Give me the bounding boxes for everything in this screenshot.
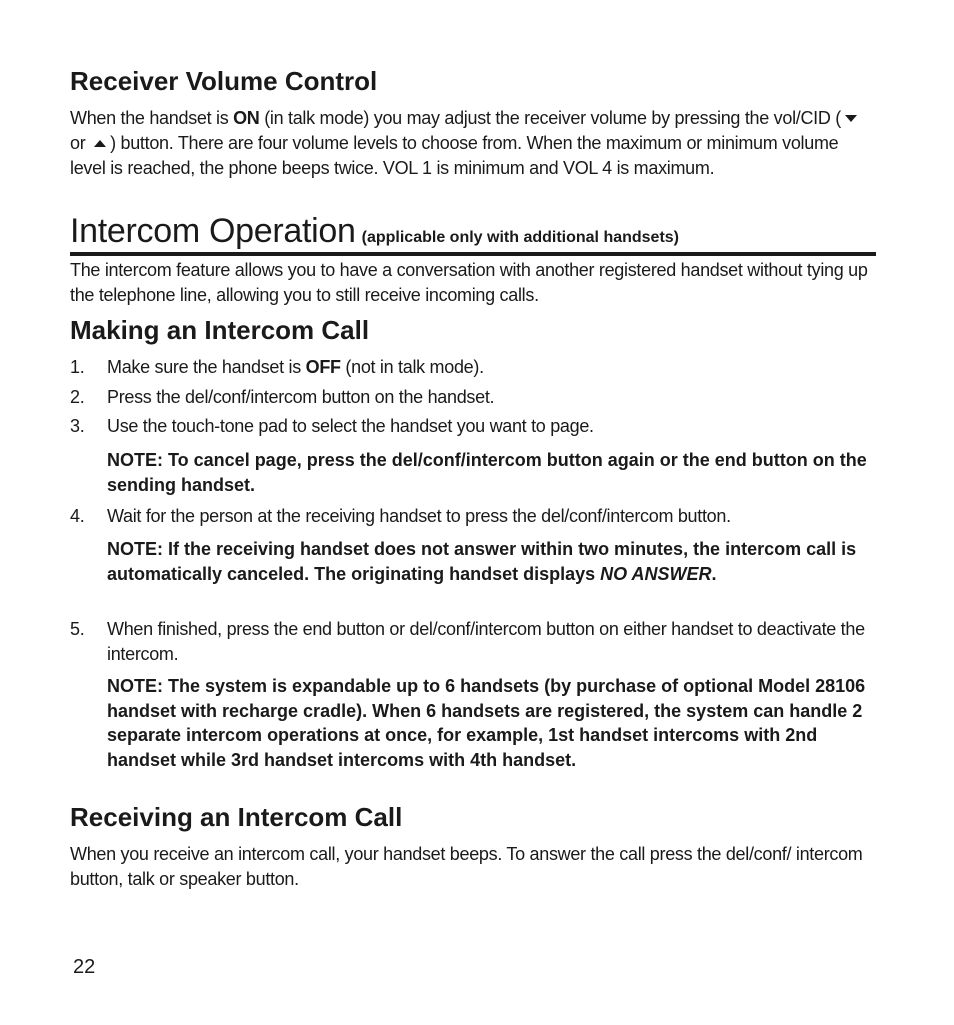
up-arrow-icon [94,140,106,148]
down-arrow-icon [845,115,857,123]
intercom-operation-title: Intercom Operation [70,212,356,250]
off-label: OFF [305,357,341,377]
no-answer-display: NO ANSWER [600,563,712,584]
note-no-answer: NOTE: If the receiving handset does not answer within two minutes, the intercom call is automatically canceled. The originating handset displays NO ANSWER. [107,539,857,584]
note-cancel-page: NOTE: To cancel page, press the del/conf/intercom button again or the end button on the sending handset. [107,450,867,495]
making-call-heading: Making an Intercom Call [70,315,370,345]
page-number: 22 [73,956,96,978]
note-expandable: NOTE: The system is expandable up to 6 handsets (by purchase of optional Model 28106 handset with recharge cradle). When 6 handsets are registered, the system can handle 2 separate intercom operations at once, for example, 1st handset intercoms with 2nd handset while 3rd handset intercoms with 4th handset. [107,676,866,770]
receiving-call-text: When you receive an intercom call, your handset beeps. To answer the call press the del/conf/ intercom button, talk or speaker button. [70,844,863,889]
receiver-volume-text: When the handset is ON (in talk mode) you may adjust the receiver volume by pressing the vol/CID ( or ) button. There are four volume levels to choose from. When the maximum or minimum volume level is reached, the phone beeps twice. VOL 1 is minimum and VOL 4 is maximum. [70,106,870,181]
intercom-intro-text: The intercom feature allows you to have a conversation with another registered handset without tying up the telephone line, allowing you to still receive incoming calls. [70,260,868,305]
intercom-operation-subtitle: (applicable only with additional handsets) [361,229,680,246]
on-label: ON [233,108,260,128]
receiving-call-heading: Receiving an Intercom Call [70,802,403,832]
intercom-operation-heading [70,212,876,256]
receiver-volume-heading: Receiver Volume Control [70,66,378,96]
